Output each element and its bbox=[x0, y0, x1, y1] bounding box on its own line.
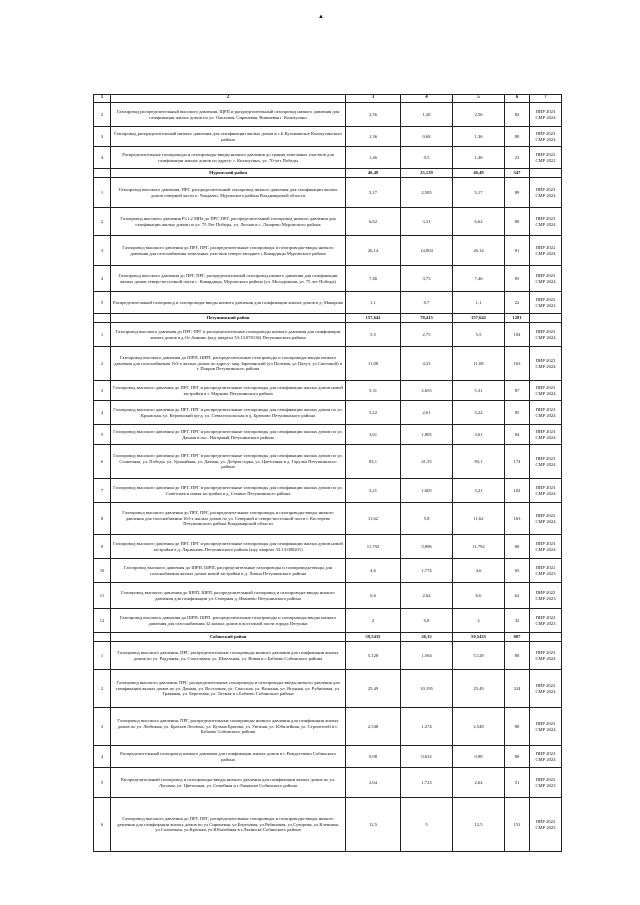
length-part: 0,5 bbox=[401, 147, 453, 169]
length-part: 10,195 bbox=[401, 670, 453, 708]
length-total: 83,1 bbox=[346, 445, 401, 479]
row-number: 5 bbox=[94, 292, 111, 314]
length-part: 0,8 bbox=[401, 609, 453, 633]
stage-years: ПИР 2023 СМР 2024 bbox=[530, 208, 562, 236]
object-description: Петушинский район bbox=[111, 314, 346, 323]
length-part: 2,655 bbox=[401, 381, 453, 401]
stage-years: ПИР 2022 СМР 2023 bbox=[530, 798, 562, 852]
table-row bbox=[94, 236, 562, 266]
length-part: 25,129 bbox=[401, 169, 453, 178]
object-description: Газопровод высокого давления до ПРГ, ПРГ, распределительные газопроводы и газопроводы-вводы низкого давления для газоснабжения 163-х жилых домов по ул. Северной и северо-восточной части г. Костерево Петушинского района Владимирской области bbox=[111, 503, 346, 535]
length-part: 3,31 bbox=[401, 208, 453, 236]
object-description: Газопровод высокого давления до ШРП, ШРП, распределительные газопроводы и газопроводы-вводы низкого давления для газоснабжения 163-х жилых домов по адресу: мкр Заречинский (ул Полевая, ул Палуч, ул Снегиной) в г. Покров Петушинского района bbox=[111, 347, 346, 381]
stage-years: ПИР 2023 СМР 2024 bbox=[530, 401, 562, 425]
object-description: Газопровод высокого давления до ШРП, ШРП, распределительные газопроводы и газопроводы-вводы для газоснабжения жилых домов новой застройки в д. Липна Петушинского района bbox=[111, 559, 346, 583]
length-total: 26,14 bbox=[346, 236, 401, 266]
household-count: 174 bbox=[505, 445, 530, 479]
object-description: Газопровод высокого давления до ШРП, ШРП, распределительный газопровод и газопроводы-вводы низкого давления для газификации ул. Северная д. Ивашево Петушинского района bbox=[111, 583, 346, 609]
length-value: 0,98 bbox=[453, 746, 505, 768]
stage-years: ПИР 2023 СМР 2024 bbox=[530, 445, 562, 479]
table-row bbox=[94, 559, 562, 583]
household-count: 22 bbox=[505, 292, 530, 314]
length-part: 14,804 bbox=[401, 236, 453, 266]
table-row bbox=[94, 609, 562, 633]
length-value: 1,1 bbox=[453, 292, 505, 314]
length-value: 2 bbox=[453, 609, 505, 633]
object-description: Газопровод высокого давления до ПРГ, ПРГ и распределительные газопроводы для газификации жилых домов новой застройки в д. Ларионово Петушинского района (кад. квартал 33:13:080201) bbox=[111, 535, 346, 559]
stage-years: ПИР 2022 СМР 2022 bbox=[530, 292, 562, 314]
stage-years: ПИР 2023 СМР 2024 bbox=[530, 178, 562, 208]
row-number: 5 bbox=[94, 768, 111, 798]
household-count: 89 bbox=[505, 178, 530, 208]
household-count: 102 bbox=[505, 479, 530, 503]
stage-years: ПИР 2023 СМР 2024 bbox=[530, 746, 562, 768]
length-part: 5,8 bbox=[401, 503, 453, 535]
stage-years: ПИР 2023 СМР 2024 bbox=[530, 103, 562, 127]
length-part: 0,632 bbox=[401, 746, 453, 768]
length-value: 5,31 bbox=[453, 381, 505, 401]
row-number: 2 bbox=[94, 208, 111, 236]
object-description: Газопровод высокого давления до ПРГ, ПРГ, распределительные газопроводы и газопроводы-вводы низкого давления для газификации жилых домов по ул.Сиреневая, ул.Березовая, ул.Рябиновая, ул.Суворова, ул.Кленовая, ул.Солнечная, ул.Красная, ул.Юбилейная в г.Лакинске Собинского района bbox=[111, 798, 346, 852]
length-value: 11,08 bbox=[453, 347, 505, 381]
stage-years: ПИР 2023 СМР 2024 bbox=[530, 535, 562, 559]
header-cell: 5 bbox=[453, 95, 505, 103]
row-number: 3 bbox=[94, 381, 111, 401]
object-description: Газопровод распределительный низкого давления для газификации жилых домов в с.Б.Кузьминское Кольчугинского района bbox=[111, 127, 346, 147]
table-row bbox=[94, 425, 562, 445]
page-mark: ▲ bbox=[318, 14, 324, 20]
header-cell: 6 bbox=[505, 95, 530, 103]
length-value: 5,5 bbox=[453, 323, 505, 347]
length-total: 5,128 bbox=[346, 642, 401, 670]
row-number: 3 bbox=[94, 236, 111, 266]
length-part: 1,564 bbox=[401, 642, 453, 670]
table-row bbox=[94, 583, 562, 609]
row-number bbox=[94, 633, 111, 642]
object-description: Газопровод высокого давления до ПРГ, ПРГ и распределительные газопроводы для газификации жилых домов новой застройки в г. Марково Петушинского района bbox=[111, 381, 346, 401]
household-count: 1201 bbox=[505, 314, 530, 323]
length-total: 6,6 bbox=[346, 583, 401, 609]
row-number: 5 bbox=[94, 425, 111, 445]
length-total: 2 bbox=[346, 609, 401, 633]
household-count: 151 bbox=[505, 798, 530, 852]
row-number: 2 bbox=[94, 347, 111, 381]
row-number: 4 bbox=[94, 401, 111, 425]
household-count: 80 bbox=[505, 127, 530, 147]
row-number bbox=[94, 314, 111, 323]
length-total: 157,642 bbox=[346, 314, 401, 323]
table-row bbox=[94, 103, 562, 127]
row-number: 8 bbox=[94, 503, 111, 535]
household-count: 82 bbox=[505, 103, 530, 127]
row-number: 12 bbox=[94, 609, 111, 633]
length-total: 4,6 bbox=[346, 559, 401, 583]
length-part: 1,274 bbox=[401, 708, 453, 746]
object-description: Собинский район bbox=[111, 633, 346, 642]
stage-years: ПИР 2023 СМР 2024 bbox=[530, 127, 562, 147]
header-cell: 2 bbox=[111, 95, 346, 103]
household-count: 32 bbox=[505, 609, 530, 633]
row-number: 1 bbox=[94, 642, 111, 670]
length-part: 26,33 bbox=[401, 633, 453, 642]
row-number: 1 bbox=[94, 323, 111, 347]
object-description: Распределительный газопровод низкого давления для газификации жилых домов в с.Рождествено Собинского района bbox=[111, 746, 346, 768]
household-count: 84 bbox=[505, 425, 530, 445]
household-count: 80 bbox=[505, 746, 530, 768]
gasification-table bbox=[93, 94, 562, 852]
length-total: 5,31 bbox=[346, 381, 401, 401]
length-part: 1,723 bbox=[401, 768, 453, 798]
table-row bbox=[94, 401, 562, 425]
length-value: 3,21 bbox=[453, 479, 505, 503]
length-total: 25,49 bbox=[346, 670, 401, 708]
table-row bbox=[94, 381, 562, 401]
length-value: 25,49 bbox=[453, 670, 505, 708]
stage-years bbox=[530, 633, 562, 642]
household-count: 80 bbox=[505, 708, 530, 746]
table-row bbox=[94, 208, 562, 236]
table-row bbox=[94, 746, 562, 768]
row-number: 2 bbox=[94, 103, 111, 127]
length-part: 0,7 bbox=[401, 292, 453, 314]
object-description: Газопровод распределительный высокого давления, ЩРП и распределительный газопровод низкого давления для газификации жилых домов по ул. Ольховая, Сиреневая, Вишневая г. Кольчугино bbox=[111, 103, 346, 127]
length-part: 3,73 bbox=[401, 266, 453, 292]
object-description: Газопровод высокого давления Р≤1,2 МПа до ПРГ, ПРГ, распределительный газопровод низкого давления для газификации жилых домов по ул. 75 Лет Победы, ул. Лесная в с. Лазарево Муромского района bbox=[111, 208, 346, 236]
length-value: 157,642 bbox=[453, 314, 505, 323]
length-total: 6,62 bbox=[346, 208, 401, 236]
length-part: 78,415 bbox=[401, 314, 453, 323]
household-count: 80 bbox=[505, 535, 530, 559]
length-part: 4,33 bbox=[401, 347, 453, 381]
length-total: 2,56 bbox=[346, 103, 401, 127]
stage-years: ПИР 2023 СМР 2024 bbox=[530, 323, 562, 347]
stage-years: ПИР 2022 СМР 2024 bbox=[530, 236, 562, 266]
row-number: 6 bbox=[94, 798, 111, 852]
length-value: 3,61 bbox=[453, 425, 505, 445]
row-number: 6 bbox=[94, 445, 111, 479]
length-value: 4,6 bbox=[453, 559, 505, 583]
object-description: Распределительный газопровод и газопроводы-вводы низкого давления для газификации жилых домов в д. Макарова bbox=[111, 292, 346, 314]
length-part: 1,28 bbox=[401, 103, 453, 127]
object-description: Газопровод высокого давления до ПРГ, ПРГ и распределительные газопроводы для газификации жилых домов по ул. Крымская, ул. Керченский пр-д, ул. Севастопольская в д. Брюхово Петушинского района bbox=[111, 401, 346, 425]
length-part: 5 bbox=[401, 798, 453, 852]
stage-years: ПИР 2022 СМР 2023 bbox=[530, 768, 562, 798]
length-total: 1,46 bbox=[346, 147, 401, 169]
object-description: Газопровод высокого давления, ПРГ, распределительные газопроводы низкого давления для газификации жилых домов по ул. Радужная, ул. Счастливая, ул. Шмельная, ул. Новая в с.Бабаево Собинского района bbox=[111, 642, 346, 670]
length-total: 59,5435 bbox=[346, 633, 401, 642]
length-total: 1,36 bbox=[346, 127, 401, 147]
household-count: 51 bbox=[505, 768, 530, 798]
district-row bbox=[94, 314, 562, 323]
stage-years: ПИР 2023 СМР 2024 bbox=[530, 479, 562, 503]
row-number: 2 bbox=[94, 670, 111, 708]
row-number: 4 bbox=[94, 147, 111, 169]
length-total: 5,17 bbox=[346, 178, 401, 208]
table-row bbox=[94, 347, 562, 381]
header-cell: 3 bbox=[346, 95, 401, 103]
household-count: 807 bbox=[505, 633, 530, 642]
length-part: 5,896 bbox=[401, 535, 453, 559]
table-row bbox=[94, 479, 562, 503]
length-part: 0,68 bbox=[401, 127, 453, 147]
table-row bbox=[94, 266, 562, 292]
stage-years: ПИР 2022 СМР 2024 bbox=[530, 503, 562, 535]
object-description: Газопровод высокого давления до ПРГ, ПРГ, распределительный газопровод низкого давления для газификации жилых домов северо-восточной части с. Ковардицы, Муромского района (ул. Молодежная, ул. 75 лет Победы) bbox=[111, 266, 346, 292]
row-number: 1 bbox=[94, 178, 111, 208]
length-total: 0,98 bbox=[346, 746, 401, 768]
header-row bbox=[94, 95, 562, 103]
length-value: 7,46 bbox=[453, 266, 505, 292]
stage-years: ПИР 2022 СМР 2023 bbox=[530, 609, 562, 633]
length-value: 6,62 bbox=[453, 208, 505, 236]
stage-years: ПИР 2022 СМР 2023 bbox=[530, 559, 562, 583]
length-total: 2,548 bbox=[346, 708, 401, 746]
length-part: 1,774 bbox=[401, 559, 453, 583]
object-description: Газопровод высокого давления до ПРГ, ПРГ и распределительные газопроводы для газификации жилых домов по ул. Солнечная, ул. Победы, ул. Урожайная, ул. Дачная, ул. Добрая горка, ул. Цветочная в д. Гарулка Петушинского района bbox=[111, 445, 346, 479]
object-description: Газопровод высокого давления до ШРП, ШРП, распределительные газопроводы и газопроводы-вводы низкого давления для газоснабжения 32 жилых домов в восточной части города Петушки bbox=[111, 609, 346, 633]
length-total: 1,1 bbox=[346, 292, 401, 314]
table-row bbox=[94, 292, 562, 314]
district-row bbox=[94, 633, 562, 642]
object-description: Газопровод высокого давления, ПРГ, распределительные газопроводы и газопроводы-вводы низкого давления для газификации жилых домов по ул. Дачная, ул. Восточная, ул. Спасская, ул. Вольная, ул. Ягодная, ул. Рубиновая, ул. Травяная, ул. Березовая, ул. Лесная в с.Бабаево Собинского района bbox=[111, 670, 346, 708]
stage-years: ПИР 2023 СМР 2024 bbox=[530, 381, 562, 401]
length-total: 5,5 bbox=[346, 323, 401, 347]
length-value: 83,1 bbox=[453, 445, 505, 479]
row-number bbox=[94, 169, 111, 178]
stage-years: ПИР 2022 СМР 2023 bbox=[530, 583, 562, 609]
length-part: 1,805 bbox=[401, 425, 453, 445]
household-count: 324 bbox=[505, 670, 530, 708]
household-count: 85 bbox=[505, 401, 530, 425]
stage-years: ПИР 2023 СМР 2024 bbox=[530, 642, 562, 670]
table-row bbox=[94, 178, 562, 208]
object-description: Газопровод высокого давления до ПРГ, ПРГ и распределительные газопроводы низкого давления для газификации жилых домов в д.От Аннино (кад. квартал 33:13:070136) Петушинского района bbox=[111, 323, 346, 347]
length-total: 11,792 bbox=[346, 535, 401, 559]
row-number: 7 bbox=[94, 479, 111, 503]
row-number: 9 bbox=[94, 535, 111, 559]
row-number: 11 bbox=[94, 583, 111, 609]
table-row bbox=[94, 127, 562, 147]
stage-years: ПИР 2022 СМР 2024 bbox=[530, 670, 562, 708]
object-description: Распределительные газопроводы и газопроводы-вводы низкого давления до границ земельных участков для газификации жилых домов по адресу: г. Кольчугино, ул. 70-лет Победы bbox=[111, 147, 346, 169]
table-row bbox=[94, 708, 562, 746]
length-value: 2,548 bbox=[453, 708, 505, 746]
household-count: 80 bbox=[505, 642, 530, 670]
length-value: 12,5 bbox=[453, 798, 505, 852]
length-total: 46,49 bbox=[346, 169, 401, 178]
table-row bbox=[94, 642, 562, 670]
object-description: Газопровод высокого давления до ПРГ, ПРГ, распределительные газопроводы и газопроводы-вводы низкого давления для газоснабжения земельных участков северо-западнее с.Ковардицы Муромского района bbox=[111, 236, 346, 266]
length-total: 5,22 bbox=[346, 401, 401, 425]
table-row bbox=[94, 503, 562, 535]
header-cell: 1 bbox=[94, 95, 111, 103]
household-count: 163 bbox=[505, 347, 530, 381]
object-description: Муромский район bbox=[111, 169, 346, 178]
household-count: 81 bbox=[505, 236, 530, 266]
length-part: 1,605 bbox=[401, 479, 453, 503]
object-description: Газопровод высокого давления, ПРГ, распределительный газопровод низкого давления для газификации жилых домов северной части п. Чаадаево, Муромского района Владимирской области bbox=[111, 178, 346, 208]
length-value: 1,46 bbox=[453, 147, 505, 169]
stage-years: ПИР 2022 СМР 2024 bbox=[530, 347, 562, 381]
household-count: 104 bbox=[505, 323, 530, 347]
table-body bbox=[94, 95, 562, 852]
length-value: 1,36 bbox=[453, 127, 505, 147]
length-value: 6,6 bbox=[453, 583, 505, 609]
household-count: 80 bbox=[505, 208, 530, 236]
length-value: 11,792 bbox=[453, 535, 505, 559]
length-value: 2,56 bbox=[453, 103, 505, 127]
length-part: 41,55 bbox=[401, 445, 453, 479]
header-cell: 7 bbox=[530, 95, 562, 103]
table-row bbox=[94, 445, 562, 479]
object-description: Газопровод высокого давления до ПРГ, ПРГ и распределительные газопроводы для газификации жилых домов по ул. Советская и новая застройка в д. Семино Петушинского района bbox=[111, 479, 346, 503]
household-count: 85 bbox=[505, 266, 530, 292]
length-value: 26,14 bbox=[453, 236, 505, 266]
household-count: 65 bbox=[505, 559, 530, 583]
household-count: 163 bbox=[505, 503, 530, 535]
stage-years bbox=[530, 169, 562, 178]
table-row bbox=[94, 323, 562, 347]
stage-years: ПИР 2023 СМР 2024 bbox=[530, 266, 562, 292]
length-value: 46,49 bbox=[453, 169, 505, 178]
length-value: 59,5435 bbox=[453, 633, 505, 642]
district-row bbox=[94, 169, 562, 178]
object-description: Распределительный газопровод и газопроводы-вводы низкого давления для газификации жилых домов по ул. Луговая, ул. Цветочная, ул. Семейная и г.Лакинске Собинского района bbox=[111, 768, 346, 798]
row-number: 4 bbox=[94, 266, 111, 292]
table-row bbox=[94, 768, 562, 798]
header-cell: 4 bbox=[401, 95, 453, 103]
length-value: 2,64 bbox=[453, 768, 505, 798]
table-row bbox=[94, 535, 562, 559]
object-description: Газопровод высокого давления, ПРГ, распределительные газопроводы низкого давления для газификации жилых домов по ул. Любимая, ул. Братьев Лесевых, ул. Кузьма Братова, ул. Уютная, ул. Юбилейная, ул. Строителей в с. Бабаево Собинского района bbox=[111, 708, 346, 746]
household-count: 62 bbox=[505, 583, 530, 609]
length-value: 11,62 bbox=[453, 503, 505, 535]
stage-years bbox=[530, 314, 562, 323]
household-count: 87 bbox=[505, 381, 530, 401]
row-number: 10 bbox=[94, 559, 111, 583]
table-row bbox=[94, 670, 562, 708]
household-count: 23 bbox=[505, 147, 530, 169]
length-total: 12,5 bbox=[346, 798, 401, 852]
table-row bbox=[94, 798, 562, 852]
length-total: 3,61 bbox=[346, 425, 401, 445]
stage-years: ПИР 2023 СМР 2024 bbox=[530, 708, 562, 746]
length-value: 5,17 bbox=[453, 178, 505, 208]
row-number: 4 bbox=[94, 746, 111, 768]
length-total: 2,64 bbox=[346, 768, 401, 798]
length-total: 11,62 bbox=[346, 503, 401, 535]
length-total: 11,08 bbox=[346, 347, 401, 381]
length-value: 5,22 bbox=[453, 401, 505, 425]
object-description: Газопровод высокого давления до ПРГ, ПРГ и распределительные газопроводы для газификации жилых домов по ул. Дачная в пос. Нагорный Петушинского района bbox=[111, 425, 346, 445]
row-number: 3 bbox=[94, 127, 111, 147]
stage-years: ПИР 2023 СМР 2024 bbox=[530, 425, 562, 445]
length-part: 2,61 bbox=[401, 401, 453, 425]
table-row bbox=[94, 147, 562, 169]
length-part: 2,75 bbox=[401, 323, 453, 347]
stage-years: ПИР 2022 СМР 2022 bbox=[530, 147, 562, 169]
length-value: 5,128 bbox=[453, 642, 505, 670]
length-total: 7,46 bbox=[346, 266, 401, 292]
row-number: 3 bbox=[94, 708, 111, 746]
length-total: 3,21 bbox=[346, 479, 401, 503]
length-part: 2,585 bbox=[401, 178, 453, 208]
length-part: 2,64 bbox=[401, 583, 453, 609]
household-count: 347 bbox=[505, 169, 530, 178]
